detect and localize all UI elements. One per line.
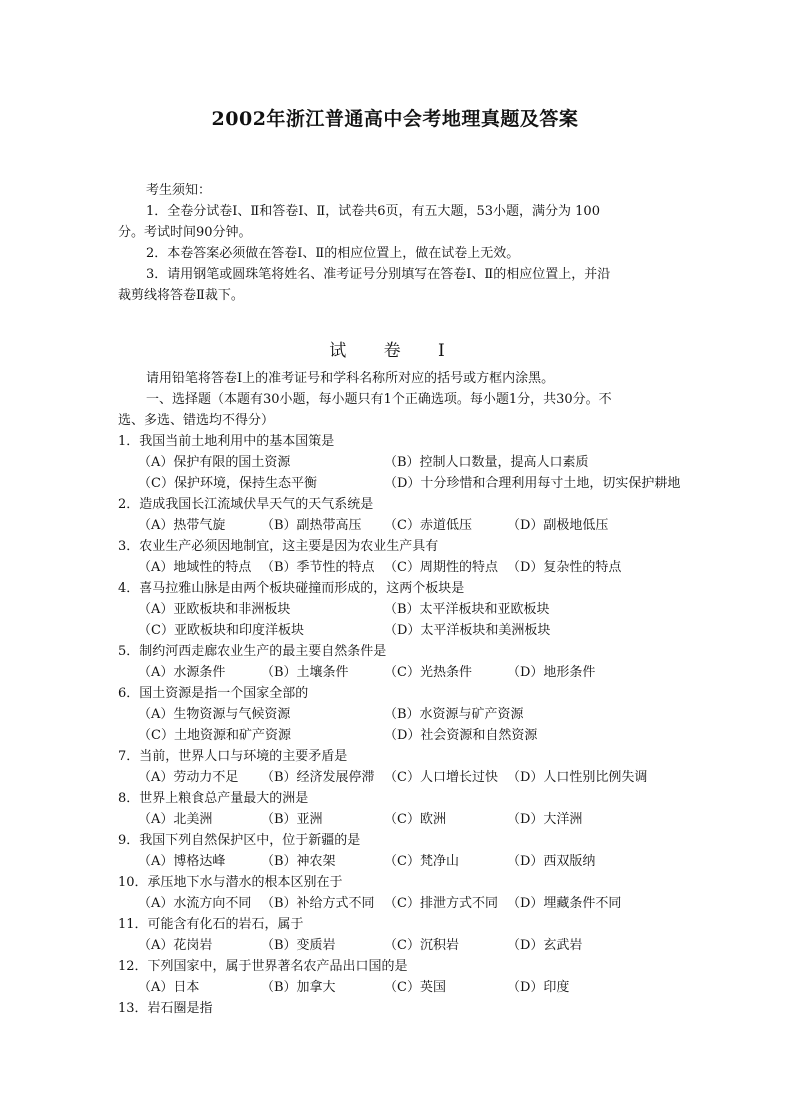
answer-option: （D）印度 [507,980,570,995]
answer-option: （C）欧洲 [384,812,446,827]
answer-option: （D）玄武岩 [507,938,583,953]
answer-option: （C）保护环境，保持生态平衡 [138,476,317,491]
option-row [118,851,678,872]
option-row [118,809,678,830]
exam-notice [118,180,678,306]
answer-option: （B）亚洲 [261,812,323,827]
question-item [118,536,678,578]
answer-option: （A）地域性的特点 [138,560,252,575]
answer-option: （A）北美洲 [138,812,213,827]
answer-option: （D）西双版纳 [507,854,596,869]
answer-option: （B）变质岩 [261,938,336,953]
option-row [118,473,681,494]
answer-option: （D）十分珍惜和合理利用每寸土地，切实保护耕地 [384,476,681,491]
question-stem: 12．下列国家中，属于世界著名农产品出口国的是 [118,959,408,974]
question-stem: 13．岩石圈是指 [118,1001,213,1016]
question-item [118,830,678,872]
answer-option: （D）大洋洲 [507,812,583,827]
option-row [118,977,678,998]
question-item [118,872,678,914]
question-stem: 2．造成我国长江流域伏旱天气的天气系统是 [118,497,374,512]
answer-option: （B）控制人口数量，提高人口素质 [384,455,589,470]
answer-option: （C）沉积岩 [384,938,459,953]
section-instruction: 请用铅笔将答卷Ⅰ上的准考证号和学科名称所对应的括号或方框内涂黑。 [146,371,555,386]
answer-option: （D）副极地低压 [507,518,609,533]
notice-item-1: 1．全卷分试卷Ⅰ、Ⅱ和答卷Ⅰ、Ⅱ，试卷共6页，有五大题，53小题，满分为 100 [146,204,600,219]
option-row [118,515,678,536]
question-item [118,788,678,830]
answer-option: （C）人口增长过快 [384,770,498,785]
question-stem: 9．我国下列自然保护区中，位于新疆的是 [118,833,361,848]
answer-option: （B）太平洋板块和亚欧板块 [384,602,550,617]
question-stem: 4．喜马拉雅山脉是由两个板块碰撞而形成的，这两个板块是 [118,581,465,596]
answer-option: （A）劳动力不足 [138,770,239,785]
part1-heading-cont: 选、多选、错选均不得分） [118,413,275,428]
answer-option: （C）梵净山 [384,854,459,869]
answer-option: （A）热带气旋 [138,518,226,533]
answer-option: （A）水源条件 [138,665,226,680]
question-item [118,431,681,494]
answer-option: （B）加拿大 [261,980,336,995]
question-item [118,494,678,536]
option-row [118,767,678,788]
answer-option: （C）赤道低压 [384,518,472,533]
answer-option: （A）日本 [138,980,200,995]
answer-option: （B）神农架 [261,854,336,869]
answer-option: （B）土壤条件 [261,665,349,680]
answer-option: （C）亚欧板块和印度洋板块 [138,623,304,638]
answer-option: （B）副热带高压 [261,518,362,533]
question-item [118,956,678,998]
answer-option: （B）补给方式不同 [261,896,375,911]
answer-option: （D）太平洋板块和美洲板块 [384,623,551,638]
option-row [118,704,678,725]
answer-option: （D）复杂性的特点 [507,560,622,575]
answer-option: （C）土地资源和矿产资源 [138,728,291,743]
question-item [118,641,678,683]
answer-option: （A）花岗岩 [138,938,213,953]
page-title: 2002年浙江普通高中会考地理真题及答案 [211,108,579,130]
answer-option: （C）英国 [384,980,446,995]
answer-option: （A）水流方向不同 [138,896,252,911]
answer-option: （D）地形条件 [507,665,596,680]
question-item [118,746,678,788]
notice-item-2: 2．本卷答案必须做在答卷Ⅰ、Ⅱ的相应位置上，做在试卷上无效。 [146,246,520,261]
option-row [118,557,678,578]
notice-item-3-cont: 裁剪线将答卷Ⅱ裁下。 [118,288,244,303]
option-row [118,935,678,956]
answer-option: （A）生物资源与气候资源 [138,707,291,722]
answer-option: （C）排泄方式不同 [384,896,498,911]
question-stem: 8．世界上粮食总产量最大的洲是 [118,791,309,806]
part1-heading: 一、选择题（本题有30小题，每小题只有1个正确选项。每小题1分，共30分。不 [146,392,612,407]
question-stem: 6．国土资源是指一个国家全部的 [118,686,309,701]
answer-option: （B）水资源与矿产资源 [384,707,524,722]
question-stem: 11．可能含有化石的岩石，属于 [118,917,304,932]
question-item [118,998,678,1019]
answer-option: （B）季节性的特点 [261,560,375,575]
option-row [118,620,678,641]
answer-option: （C）光热条件 [384,665,472,680]
question-item [118,578,678,641]
notice-heading: 考生须知： [146,183,212,198]
answer-option: （D）埋藏条件不同 [507,896,622,911]
question-section [118,368,681,1019]
answer-option: （D）社会资源和自然资源 [384,728,538,743]
answer-option: （A）博格达峰 [138,854,226,869]
question-list [118,431,681,1019]
answer-option: （C）周期性的特点 [384,560,498,575]
answer-option: （A）亚欧板块和非洲板块 [138,602,291,617]
question-item [118,914,678,956]
question-stem: 3．农业生产必须因地制宜，这主要是因为农业生产具有 [118,539,439,554]
answer-option: （A）保护有限的国土资源 [138,455,291,470]
section-title: 试 卷 Ⅰ [329,341,461,361]
option-row [118,725,678,746]
question-stem: 10．承压地下水与潜水的根本区别在于 [118,875,343,890]
option-row [118,599,678,620]
answer-option: （B）经济发展停滞 [261,770,375,785]
notice-item-1-cont: 分。考试时间90分钟。 [118,225,252,240]
question-stem: 7．当前，世界人口与环境的主要矛盾是 [118,749,348,764]
question-stem: 5．制约河西走廊农业生产的最主要自然条件是 [118,644,387,659]
option-row [118,452,678,473]
question-stem: 1．我国当前土地利用中的基本国策是 [118,434,335,449]
notice-item-3: 3．请用钢笔或圆珠笔将姓名、准考证号分别填写在答卷Ⅰ、Ⅱ的相应位置上，并沿 [146,267,611,282]
question-item [118,683,678,746]
answer-option: （D）人口性别比例失调 [507,770,648,785]
option-row [118,893,678,914]
option-row [118,662,678,683]
